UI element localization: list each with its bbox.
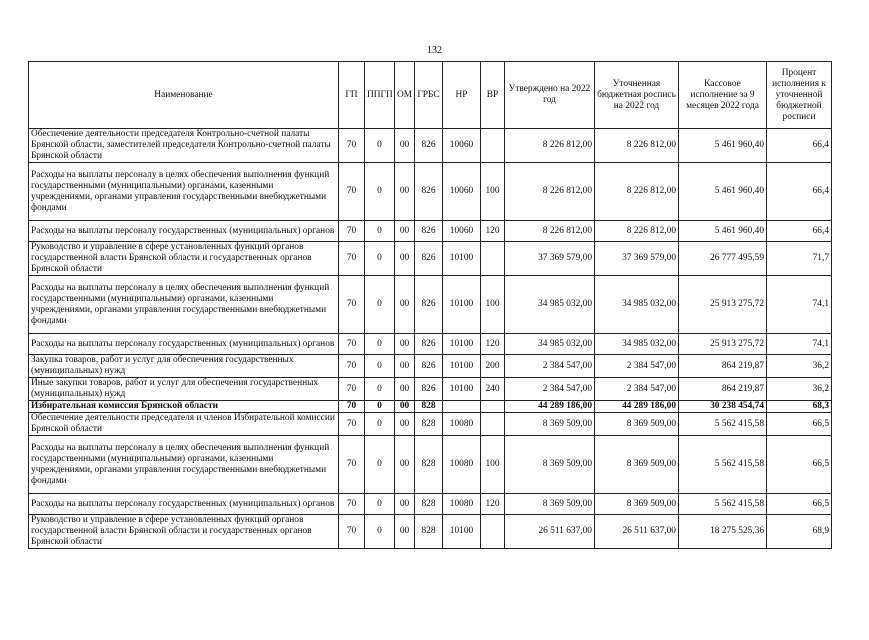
cell-ppgp: 0 <box>365 401 395 413</box>
cell-gp: 70 <box>339 129 365 163</box>
cell-approved: 44 289 186,00 <box>505 401 595 413</box>
table-row <box>29 494 832 515</box>
cell-cash: 30 238 454,74 <box>679 401 767 413</box>
cell-om: 00 <box>395 355 415 378</box>
cell-ppgp: 0 <box>365 494 395 515</box>
cell-np: 10060 <box>443 221 481 242</box>
cell-gp: 70 <box>339 378 365 401</box>
cell-grbs: 826 <box>415 221 443 242</box>
cell-revised: 34 985 032,00 <box>595 276 679 334</box>
cell-revised: 8 369 509,00 <box>595 413 679 436</box>
page-number: 132 <box>427 45 442 56</box>
cell-cash: 5 461 960,40 <box>679 163 767 221</box>
cell-revised: 8 226 812,00 <box>595 221 679 242</box>
cell-gp: 70 <box>339 276 365 334</box>
cell-om: 00 <box>395 413 415 436</box>
cell-om: 00 <box>395 129 415 163</box>
cell-vr: 120 <box>481 334 505 355</box>
cell-cash: 5 562 415,58 <box>679 413 767 436</box>
cell-np: 10060 <box>443 129 481 163</box>
cell-np: 10100 <box>443 515 481 549</box>
cell-om: 00 <box>395 221 415 242</box>
cell-gp: 70 <box>339 401 365 413</box>
cell-grbs: 826 <box>415 276 443 334</box>
table-row <box>29 436 832 494</box>
cell-cash: 5 562 415,58 <box>679 494 767 515</box>
cell-np: 10100 <box>443 378 481 401</box>
cell-approved: 8 369 509,00 <box>505 436 595 494</box>
table-body <box>29 129 832 549</box>
cell-om: 00 <box>395 494 415 515</box>
cell-gp: 70 <box>339 436 365 494</box>
header-om: ОМ <box>395 62 415 129</box>
cell-ppgp: 0 <box>365 276 395 334</box>
cell-gp: 70 <box>339 163 365 221</box>
cell-np: 10080 <box>443 436 481 494</box>
cell-cash: 18 275 525,36 <box>679 515 767 549</box>
cell-om: 00 <box>395 334 415 355</box>
cell-grbs: 828 <box>415 401 443 413</box>
cell-np: 10100 <box>443 276 481 334</box>
cell-om: 00 <box>395 276 415 334</box>
cell-om: 00 <box>395 378 415 401</box>
budget-table <box>28 61 832 549</box>
header-np: НР <box>443 62 481 129</box>
cell-ppgp: 0 <box>365 242 395 276</box>
cell-percent: 68,3 <box>767 401 832 413</box>
cell-percent: 66,4 <box>767 129 832 163</box>
table-row <box>29 378 832 401</box>
cell-percent: 74,1 <box>767 334 832 355</box>
row-name: Избирательная комиссия Брянской области <box>29 401 339 413</box>
cell-grbs: 826 <box>415 334 443 355</box>
cell-ppgp: 0 <box>365 163 395 221</box>
cell-approved: 34 985 032,00 <box>505 276 595 334</box>
row-name: Расходы на выплаты персоналу государственных (муниципальных) органов <box>29 334 339 355</box>
cell-percent: 68,9 <box>767 515 832 549</box>
cell-revised: 26 511 637,00 <box>595 515 679 549</box>
cell-ppgp: 0 <box>365 129 395 163</box>
cell-ppgp: 0 <box>365 413 395 436</box>
table-row <box>29 355 832 378</box>
cell-vr: 100 <box>481 163 505 221</box>
cell-grbs: 826 <box>415 355 443 378</box>
cell-revised: 8 226 812,00 <box>595 163 679 221</box>
cell-percent: 36,2 <box>767 355 832 378</box>
cell-approved: 37 369 579,00 <box>505 242 595 276</box>
table-header-row <box>29 62 832 129</box>
cell-approved: 34 985 032,00 <box>505 334 595 355</box>
cell-revised: 8 226 812,00 <box>595 129 679 163</box>
cell-om: 00 <box>395 242 415 276</box>
cell-approved: 8 369 509,00 <box>505 494 595 515</box>
table-row <box>29 276 832 334</box>
cell-percent: 66,5 <box>767 494 832 515</box>
cell-approved: 26 511 637,00 <box>505 515 595 549</box>
header-cash: Кассовое исполнение за 9 месяцев 2022 года <box>679 62 767 129</box>
table-row <box>29 413 832 436</box>
cell-approved: 2 384 547,00 <box>505 355 595 378</box>
cell-vr: 100 <box>481 276 505 334</box>
table-row <box>29 334 832 355</box>
cell-approved: 8 369 509,00 <box>505 413 595 436</box>
cell-ppgp: 0 <box>365 334 395 355</box>
cell-np <box>443 401 481 413</box>
cell-om: 00 <box>395 515 415 549</box>
cell-gp: 70 <box>339 334 365 355</box>
cell-np: 10060 <box>443 163 481 221</box>
row-name: Расходы на выплаты персоналу в целях обеспечения выполнения функций государственными (муниципальными) органами, казенными учреждениями, органами управления государственными внебюджетными фондами <box>29 163 339 221</box>
header-gp: ГП <box>339 62 365 129</box>
cell-grbs: 826 <box>415 242 443 276</box>
cell-cash: 26 777 495,59 <box>679 242 767 276</box>
cell-gp: 70 <box>339 221 365 242</box>
row-name: Расходы на выплаты персоналу в целях обеспечения выполнения функций государственными (муниципальными) органами, казенными учреждениями, органами управления государственными внебюджетными фондами <box>29 436 339 494</box>
cell-vr <box>481 413 505 436</box>
table-row <box>29 221 832 242</box>
cell-np: 10100 <box>443 355 481 378</box>
cell-ppgp: 0 <box>365 221 395 242</box>
cell-gp: 70 <box>339 494 365 515</box>
row-name: Иные закупки товаров, работ и услуг для обеспечения государственных (муниципальных) нужд <box>29 378 339 401</box>
cell-vr <box>481 129 505 163</box>
cell-np: 10080 <box>443 494 481 515</box>
cell-ppgp: 0 <box>365 355 395 378</box>
cell-grbs: 828 <box>415 436 443 494</box>
row-name: Обеспечение деятельности председателя и членов Избирательной комиссии Брянской области <box>29 413 339 436</box>
header-name: Наименование <box>29 62 339 129</box>
cell-np: 10080 <box>443 413 481 436</box>
table-row <box>29 242 832 276</box>
cell-grbs: 828 <box>415 413 443 436</box>
row-name: Обеспечение деятельности председателя Контрольно-счетной палаты Брянской области, заместителей председателя Контрольно-счетной палаты Брянской области <box>29 129 339 163</box>
cell-percent: 66,4 <box>767 163 832 221</box>
cell-revised: 37 369 579,00 <box>595 242 679 276</box>
cell-approved: 8 226 812,00 <box>505 221 595 242</box>
cell-cash: 864 219,87 <box>679 355 767 378</box>
cell-revised: 44 289 186,00 <box>595 401 679 413</box>
table-row <box>29 401 832 413</box>
cell-percent: 71,7 <box>767 242 832 276</box>
cell-cash: 25 913 275,72 <box>679 334 767 355</box>
cell-revised: 8 369 509,00 <box>595 494 679 515</box>
cell-gp: 70 <box>339 355 365 378</box>
cell-ppgp: 0 <box>365 436 395 494</box>
cell-revised: 8 369 509,00 <box>595 436 679 494</box>
cell-vr: 120 <box>481 494 505 515</box>
cell-grbs: 828 <box>415 494 443 515</box>
cell-vr <box>481 242 505 276</box>
row-name: Руководство и управление в сфере установленных функций органов государственной власти Брянской области и государственных органов Брянской области <box>29 515 339 549</box>
cell-np: 10100 <box>443 242 481 276</box>
cell-revised: 2 384 547,00 <box>595 378 679 401</box>
cell-np: 10100 <box>443 334 481 355</box>
row-name: Расходы на выплаты персоналу в целях обеспечения выполнения функций государственными (муниципальными) органами, казенными учреждениями, органами управления государственными внебюджетными фондами <box>29 276 339 334</box>
cell-percent: 66,5 <box>767 413 832 436</box>
cell-approved: 2 384 547,00 <box>505 378 595 401</box>
cell-percent: 74,1 <box>767 276 832 334</box>
cell-om: 00 <box>395 163 415 221</box>
cell-vr: 200 <box>481 355 505 378</box>
cell-revised: 34 985 032,00 <box>595 334 679 355</box>
header-vr: ВР <box>481 62 505 129</box>
cell-revised: 2 384 547,00 <box>595 355 679 378</box>
cell-ppgp: 0 <box>365 515 395 549</box>
cell-percent: 36,2 <box>767 378 832 401</box>
cell-cash: 864 219,87 <box>679 378 767 401</box>
table-row <box>29 163 832 221</box>
cell-grbs: 828 <box>415 515 443 549</box>
cell-grbs: 826 <box>415 163 443 221</box>
row-name: Руководство и управление в сфере установленных функций органов государственной власти Брянской области и государственных органов Брянской области <box>29 242 339 276</box>
cell-gp: 70 <box>339 413 365 436</box>
table-row <box>29 129 832 163</box>
row-name: Расходы на выплаты персоналу государственных (муниципальных) органов <box>29 494 339 515</box>
cell-vr: 240 <box>481 378 505 401</box>
cell-vr <box>481 515 505 549</box>
cell-gp: 70 <box>339 515 365 549</box>
cell-approved: 8 226 812,00 <box>505 129 595 163</box>
cell-approved: 8 226 812,00 <box>505 163 595 221</box>
header-grbs: ГРБС <box>415 62 443 129</box>
cell-vr: 120 <box>481 221 505 242</box>
cell-cash: 5 562 415,58 <box>679 436 767 494</box>
header-approved: Утверждено на 2022 год <box>505 62 595 129</box>
cell-ppgp: 0 <box>365 378 395 401</box>
cell-cash: 5 461 960,40 <box>679 221 767 242</box>
cell-gp: 70 <box>339 242 365 276</box>
cell-cash: 5 461 960,40 <box>679 129 767 163</box>
table-row <box>29 515 832 549</box>
header-percent: Процент исполнения к уточненной бюджетной росписи <box>767 62 832 129</box>
cell-percent: 66,5 <box>767 436 832 494</box>
cell-vr <box>481 401 505 413</box>
cell-percent: 66,4 <box>767 221 832 242</box>
row-name: Расходы на выплаты персоналу государственных (муниципальных) органов <box>29 221 339 242</box>
cell-grbs: 826 <box>415 378 443 401</box>
cell-om: 00 <box>395 436 415 494</box>
cell-cash: 25 913 275,72 <box>679 276 767 334</box>
cell-grbs: 826 <box>415 129 443 163</box>
cell-om: 00 <box>395 401 415 413</box>
header-revised: Уточненная бюджетная роспись на 2022 год <box>595 62 679 129</box>
row-name: Закупка товаров, работ и услуг для обеспечения государственных (муниципальных) нужд <box>29 355 339 378</box>
header-ppgp: ППГП <box>365 62 395 129</box>
cell-vr: 100 <box>481 436 505 494</box>
